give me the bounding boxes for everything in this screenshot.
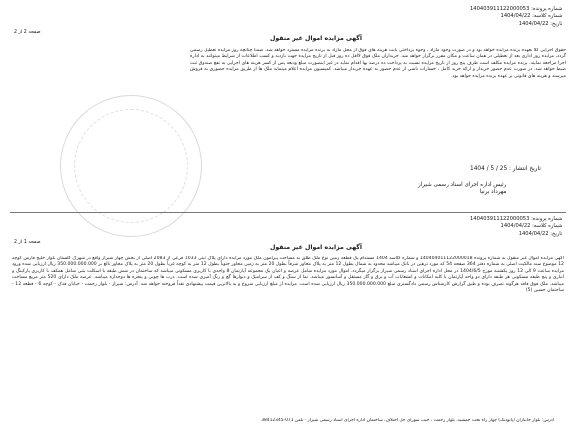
notice-title: آگهی مزایده اموال غیر منقول <box>270 244 363 251</box>
page-number: صفحه 2 از 2 <box>14 30 41 35</box>
page-number: صفحه 1 از 2 <box>14 240 41 245</box>
signature-block <box>418 182 506 197</box>
header-line: شماره پرونده: 140403911122000053 <box>470 6 563 12</box>
header-line: تاریخ: 1404/04/22 <box>518 230 563 237</box>
header-line: شماره کلاسه: 1404/04/22 <box>500 223 563 230</box>
top-header-block <box>470 6 562 28</box>
signature-name: مهرداد برنیا <box>479 189 507 196</box>
bottom-header-block <box>470 216 562 238</box>
notice-body-bottom: آگهی مزایده اموال غیر منقول به شماره پرونده 140404011122000018 و شماره کلاسه 1404 مستدام یک قطعه زمین نوع ملک طلق به مساحت پیرامون ملک مورد مزایده دارای پلاک ثبتی 1033 فرعی از 2083 اصلی از بخش چهار شیراز واقع در شهرک گلستان بلوار خلیج فارس کوچه 12 موضوع سند مالکیت اصلی به شماره دفتر 364 صفحه 54 که مورد ترهین در بانک میباشد محدود به شمال بطول 12 متر به پلاک مجاور شرقاً بطول 20 متر به زمین مجاور جنوباً بطول 12 متر به کوچه غرباً بطول 20 متر به پلاک مجاور بالغ بر 350.000.000.000 ریال ارزیابی شده ورود مزایده ساعت 9 الی 12 روز یکشنبه مورخ 1404/6/5 در محل اداره اجرای اسناد رسمی شیراز برگزار میگردد. اموال مورد مزایده شامل عرصه و اعیان یک مجموعه آپارتمان 8 واحدی با کاربری مسکونی میباشد که ساختمان در شش طبقه با اسکلت بتنی شامل همکف با کاربری پارکینگ و انباری و پنج طبقه مسکونی هر طبقه دارای دو واحد آپارتمان با کلیه امکانات و انشعابات آب و برق و گاز مستقل و آسانسور میباشد. نما از سنگ و کف از سرامیک و دیوارها گچ و رنگ آمیزی شده است. درب ها چوبی و پنجره ها دوجداره میباشد. عرصه ملک دارای 520 متر مربع مساحت میباشد. ملک فوق فاقد هرگونه تصرف بوده و طبق گزارش کارشناس رسمی دادگستری مبلغ 350.000.000.000 ریال ارزیابی شده است. مزایده از مبلغ ارزیابی شروع و به بالاترین قیمت پیشنهادی نقداً فروخته خواهد شد. آدرس: شیراز - بلوار رحمت - خیابان فدک - کوچه 6 - قطعه 12 - ساختمان حسین (5) <box>12 256 564 294</box>
notice-title: آگهی مزایده اموال غیر منقول <box>270 35 363 42</box>
notice-body-top: حقوق اجرایی کلا بعهده برنده مزایده خواهد بود و در صورت وجود مازاد ، وجوه پرداختی بابت هزینه های فوق از محل مازاد به برنده مزایده مسترد خواهد شد. ضمناً چنانچه روز مزایده تعطیل رسمی گردد، مزایده روز اداری بعد از تعطیلی در همان ساعت و مکان مقرر برگزار خواهد شد. خریداران ملک فوق لااقل ده روز قبل از تاریخ مزایده جهت بازدید و کسب اطلاعات از شرایط میتوانند به اداره اجرا مراجعه نمایند. برنده مزایده مکلف است ظرف پنج روز از تاریخ مزایده نسبت به پرداخت ده درصد بها اقدام نماید در غیر اینصورت مبلغ ودیعه پس از کسر هزینه های اجرایی به نفع صندوق ثبت ضبط خواهد شد. در صورت عدم حضور خریدار و ارائه خرید کامل ، خسارات ناشی از عدم حضور به عهده خریدار میباشد. کمیسیون مزایده اعلام مینماید ملک ها از طریق مزایده حضوری به فروش میرسند و هزینه های قانونی بر عهده برنده مزایده خواهد بود. <box>190 48 566 79</box>
footer-address: آدرس: بلوار جانبازان (پاتودنگ) چهار راه تخت جمشید، بلوار رحمت ، جنب شورای حل اختلاف، ساختمان اداره اجرای اسناد رسمی شیراز - تلفن 071-38412345 <box>261 418 554 423</box>
signature-title: رئیس اداره اجرای اسناد رسمی شیراز <box>418 182 507 188</box>
watermark-seal <box>60 95 202 237</box>
header-line: شماره پرونده: 140403911122000053 <box>470 216 563 222</box>
header-line: تاریخ: 1404/04/22 <box>518 20 563 27</box>
section-divider <box>10 212 566 213</box>
publish-date: تاریخ انتشار : 25 / 5 / 1404 <box>470 166 541 172</box>
header-line: شماره کلاسه: 1404/04/22 <box>500 13 563 20</box>
